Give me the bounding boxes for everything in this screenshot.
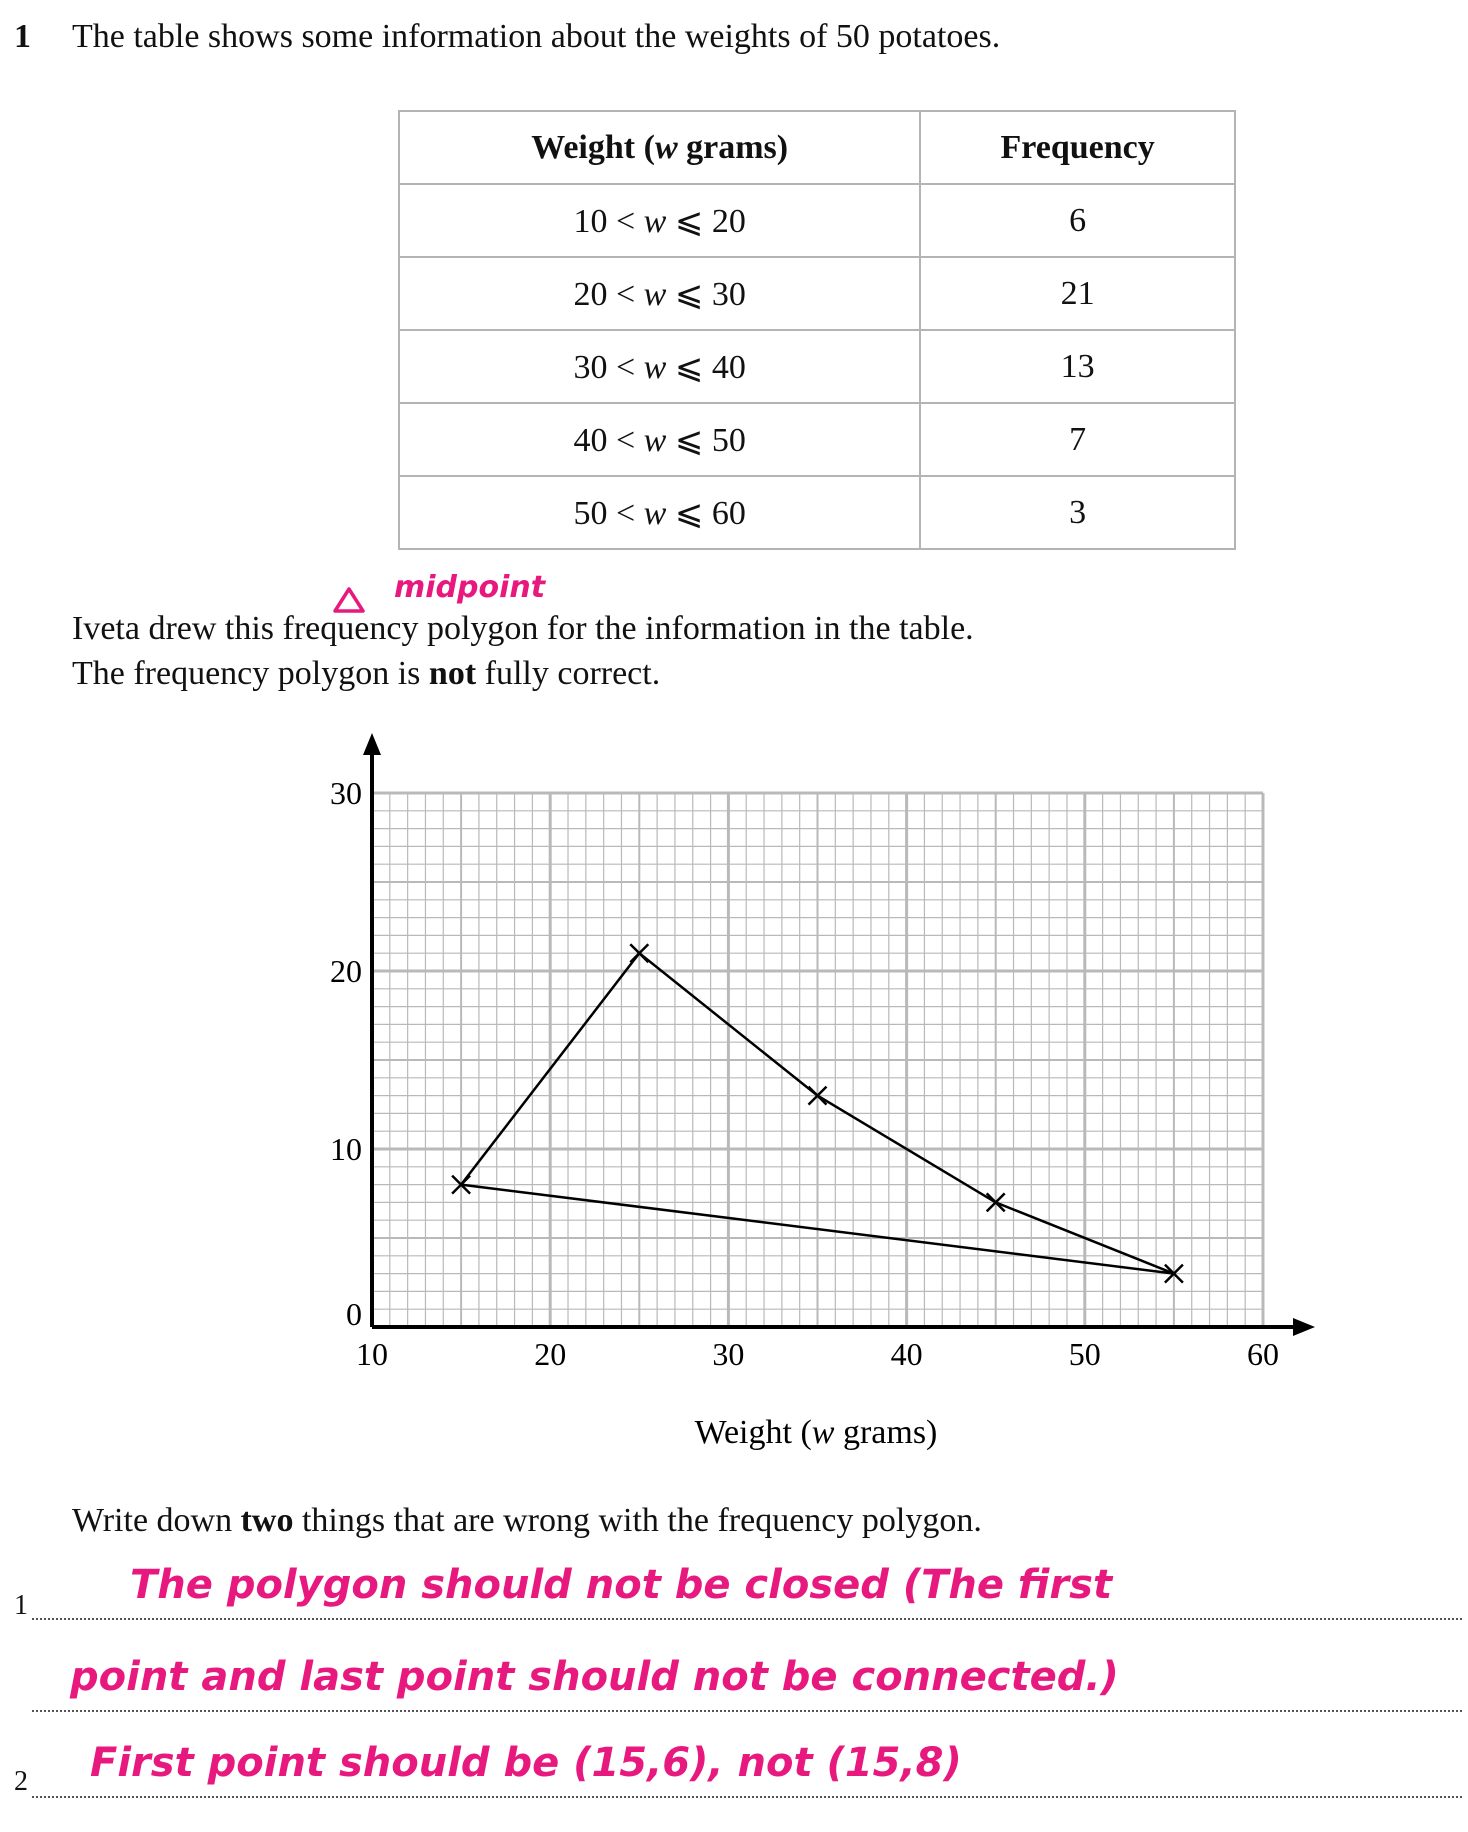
instruction-text: Write down two things that are wrong with the frequency polygon.: [72, 1502, 982, 1539]
y-axis-arrow-icon: [363, 733, 381, 755]
header-frequency: Frequency: [920, 111, 1235, 184]
weight-class: 40 < w ⩽ 50: [399, 403, 920, 476]
answer-1-text-line-1: The polygon should not be closed (The first: [130, 1562, 1113, 1608]
frequency-value: 21: [920, 257, 1235, 330]
table-row: [399, 257, 1235, 330]
x-tick-label: 20: [534, 1336, 567, 1372]
midpoint-annotation: midpoint: [394, 570, 546, 605]
x-tick-label: 30: [712, 1336, 745, 1372]
header-weight: Weight (w grams): [399, 111, 920, 184]
frequency-value: 6: [920, 184, 1235, 257]
weight-class: 20 < w ⩽ 30: [399, 257, 920, 330]
answer-line-1a: [32, 1618, 1462, 1620]
table-row: [399, 476, 1235, 549]
chart-grid: [372, 793, 1263, 1327]
frequency-value: 13: [920, 330, 1235, 403]
table-row: [399, 403, 1235, 476]
question-number: 1: [14, 18, 31, 55]
table-row: [399, 184, 1235, 257]
frequency-value: 3: [920, 476, 1235, 549]
answer-line-2: [32, 1796, 1462, 1798]
intro-line-2: The frequency polygon is not fully correct.: [72, 655, 661, 692]
x-tick-label: 60: [1247, 1336, 1279, 1372]
weight-class: 50 < w ⩽ 60: [399, 476, 920, 549]
answer-line-1-number: 1: [14, 1590, 28, 1621]
y-tick-label: 0: [346, 1296, 362, 1332]
answer-1-text-line-2: point and last point should not be connected.): [70, 1654, 1119, 1700]
frequency-table: [398, 110, 1236, 550]
x-tick-label: 50: [1068, 1336, 1101, 1372]
x-tick-label: 10: [356, 1336, 388, 1372]
x-tick-label: 40: [890, 1336, 923, 1372]
question-text: The table shows some information about the weights of 50 potatoes.: [72, 18, 1001, 55]
frequency-value: 7: [920, 403, 1235, 476]
y-tick-label: 10: [330, 1131, 362, 1167]
frequency-polygon-chart: [0, 720, 1468, 1460]
x-axis-label: Weight (w grams): [694, 1414, 938, 1451]
x-axis-arrow-icon: [1293, 1318, 1315, 1336]
weight-class: 10 < w ⩽ 20: [399, 184, 920, 257]
chart-axes: [363, 733, 1315, 1336]
answer-2-text: First point should be (15,6), not (15,8): [90, 1740, 962, 1786]
answer-line-2-number: 2: [14, 1766, 28, 1797]
intro-line-1: Iveta drew this frequency polygon for the information in the table.: [72, 610, 974, 647]
answer-line-1b: [32, 1710, 1462, 1712]
table-header-row: [399, 111, 1235, 184]
y-tick-label: 20: [330, 953, 362, 989]
table-row: [399, 330, 1235, 403]
y-tick-label: 30: [330, 775, 362, 811]
weight-class: 30 < w ⩽ 40: [399, 330, 920, 403]
